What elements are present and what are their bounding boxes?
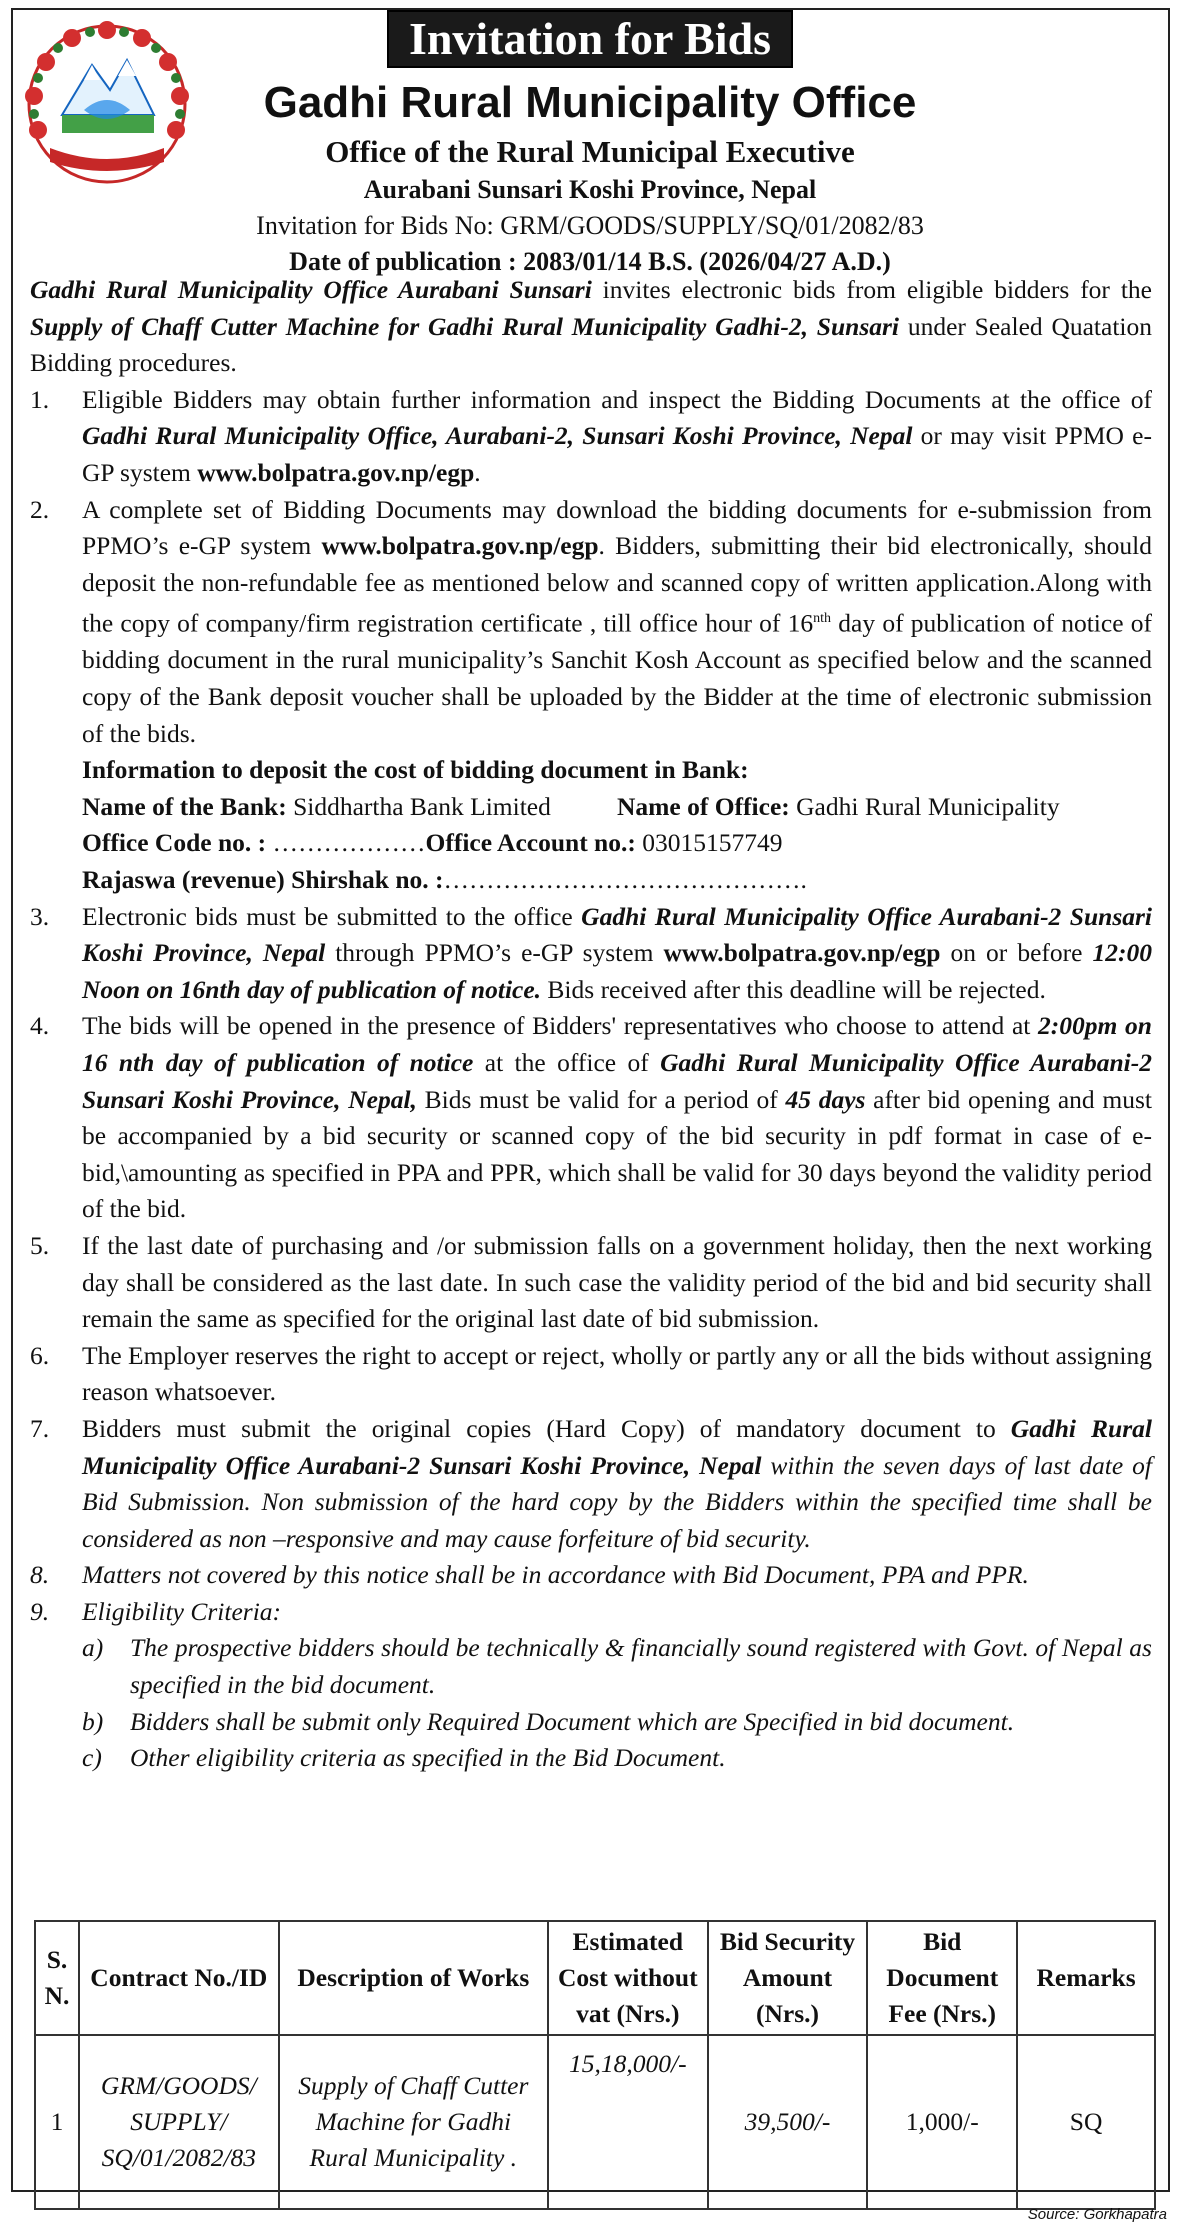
- intro-subject: Supply of Chaff Cutter Machine for Gadhi Rural Municipality Gadhi-2, Sunsari: [30, 311, 900, 341]
- item-number: 1.: [30, 384, 50, 414]
- cell-security: 39,500/-: [708, 2035, 868, 2209]
- bid-table: [34, 1920, 1156, 2210]
- col-header-sn: S. N.: [35, 1921, 79, 2035]
- account-value: 03015157749: [635, 828, 783, 858]
- intro-org: Gadhi Rural Municipality Office Aurabani Sunsari: [30, 275, 592, 304]
- table-row: [35, 2035, 1155, 2209]
- item-number: 4.: [30, 1011, 50, 1041]
- office-address: Aurabani Sunsari Koshi Province, Nepal: [363, 175, 817, 204]
- intro-procedure: under Sealed Quatation Bidding procedures.: [30, 311, 1153, 378]
- notice-body: [30, 272, 1152, 1777]
- item-text: . Bidders, submitting their bid electronically, should deposit the non-refundable fee as mentioned below and scanned copy of written application.Along with the copy of company/firm registration certificate , till office hour of 16: [82, 531, 1152, 638]
- notice-banner: Invitation for Bids: [387, 10, 793, 68]
- cell-fee: 1,000/-: [867, 2035, 1017, 2209]
- item-number: 7.: [30, 1413, 50, 1443]
- bank-info-heading: Information to deposit the cost of bidding document in Bank:: [82, 755, 749, 785]
- eligibility-item: [82, 1704, 1152, 1741]
- egp-link[interactable]: www.bolpatra.gov.np/egp: [663, 938, 941, 968]
- item-text: If the last date of purchasing and /or submission falls on a government holiday, then the next working day shall be considered as the last date. In such case the validity period of the bid and bid security shall remain the same as specified for the original last date of bid submission.: [82, 1230, 1152, 1334]
- nepal-emblem-icon: [22, 20, 192, 188]
- account-label: Office Account no.:: [425, 828, 636, 858]
- item-emphasis: Gadhi Rural Municipality Office Aurabani-2 Sunsari Koshi Province, Nepal: [82, 901, 1152, 968]
- sub-text: Other eligibility criteria as specified in the Bid Document.: [130, 1743, 726, 1773]
- item-text: day of publication of notice of bidding document in the rural municipality’s Sanchit Kosh Account as specified below and the scanned copy of the Bank deposit voucher shall be uploaded by the Bidder at the time of electronic submission of the bids.: [82, 608, 1152, 748]
- item-number: 8.: [30, 1560, 50, 1590]
- col-header-description: Description of Works: [279, 1921, 548, 2035]
- item-text: at the office of: [473, 1047, 661, 1077]
- office-value: Gadhi Rural Municipality: [789, 791, 1060, 821]
- opening-time: 2:00pm on 16 nth day of publication of notice: [82, 1011, 1152, 1077]
- item-emphasis: Gadhi Rural Municipality Office Aurabani-2 Sunsari Koshi Province, Nepal,: [82, 1047, 1152, 1114]
- eligibility-item: [82, 1630, 1152, 1703]
- item-emphasis: Gadhi Rural Municipality Office Aurabani-2 Sunsari Koshi Province, Nepal: [82, 1413, 1152, 1480]
- sub-number: a): [82, 1633, 104, 1663]
- cell-sn: 1: [35, 2035, 79, 2209]
- list-item: [30, 1594, 1152, 1631]
- notice-header: [200, 10, 980, 280]
- eligibility-heading: Eligibility Criteria:: [82, 1596, 282, 1626]
- deadline-text: 12:00 Noon on 16nth day of publication of notice.: [82, 938, 1152, 1004]
- cell-description: Supply of Chaff Cutter Machine for Gadhi Rural Municipality .: [279, 2035, 548, 2209]
- intro-text: invites electronic bids from eligible bidders for the: [591, 275, 1152, 304]
- item-text: A complete set of Bidding Documents may download the bidding documents for e-submission from PPMO’s e-GP system: [82, 494, 1152, 561]
- item-text: through PPMO’s e-GP system: [325, 938, 664, 968]
- sub-text: Bidders shall be submit only Required Document which are Specified in bid document.: [130, 1706, 1015, 1736]
- rajaswa-value: …………………………………….: [443, 865, 807, 894]
- item-text: Bids must be valid for a period of: [416, 1084, 786, 1114]
- list-item: [30, 1338, 1152, 1411]
- sub-text: The prospective bidders should be technically & financially sound registered with Govt. of Nepal as specified in the bid document.: [130, 1633, 1152, 1700]
- list-item: [30, 1228, 1152, 1338]
- office-label: Name of Office:: [617, 791, 790, 821]
- item-text: on or before: [940, 938, 1093, 968]
- item-text: Eligible Bidders may obtain further information and inspect the Bidding Documents at the office of: [82, 384, 1152, 414]
- col-header-remarks: Remarks: [1017, 1921, 1155, 2035]
- list-item: [30, 382, 1152, 492]
- list-item: [30, 1008, 1152, 1228]
- item-text: after bid opening and must be accompanied by a bid security or scanned copy of the bid security in pdf format in case of e-bid,\amounting as specified in PPA and PPR, which shall be valid for 30 days beyond the validity period of the bid.: [82, 1084, 1152, 1224]
- rajaswa-line: [82, 862, 1152, 899]
- item-number: 3.: [30, 901, 50, 931]
- bank-value: Siddhartha Bank Limited: [286, 791, 551, 821]
- egp-link[interactable]: www.bolpatra.gov.np/egp: [197, 457, 475, 487]
- list-item: [30, 492, 1152, 899]
- bank-label: Name of the Bank:: [82, 791, 287, 821]
- organization-name: Gadhi Rural Municipality Office: [263, 78, 917, 127]
- col-header-cost: Estimated Cost without vat (Nrs.): [548, 1921, 708, 2035]
- bank-line: [82, 789, 1152, 826]
- cell-remarks: SQ: [1017, 2035, 1155, 2209]
- cell-cost: 15,18,000/-: [548, 2035, 708, 2209]
- item-text: The bids will be opened in the presence of Bidders' representatives who choose to attend at: [82, 1011, 1039, 1041]
- eligibility-item: [82, 1740, 1152, 1777]
- item-number: 6.: [30, 1340, 50, 1370]
- item-text: .: [474, 457, 481, 487]
- item-number: 9.: [30, 1596, 50, 1626]
- cell-contract: GRM/GOODS/ SUPPLY/ SQ/01/2082/83: [79, 2035, 279, 2209]
- item-text: or may visit PPMO e-GP system: [82, 421, 1152, 487]
- list-item: [30, 1411, 1152, 1557]
- source-credit: Source: Gorkhapatra: [1027, 2206, 1167, 2223]
- office-code-label: Office Code no. :: [82, 828, 273, 858]
- office-code-line: [82, 825, 1152, 862]
- item-text: within the seven days of last date of Bid Submission. Non submission of the hard copy by the Bidders within the specified time shall be considered as non –responsive and may cause forfeiture of bid security.: [82, 1450, 1152, 1553]
- office-code-value: ………………: [272, 828, 426, 858]
- egp-link[interactable]: www.bolpatra.gov.np/egp: [321, 531, 599, 561]
- sub-number: b): [82, 1706, 104, 1736]
- col-header-security: Bid Security Amount (Nrs.): [708, 1921, 868, 2035]
- item-number: 2.: [30, 494, 50, 524]
- intro-paragraph: [30, 272, 1152, 382]
- list-item: [30, 899, 1152, 1009]
- table-header-row: [35, 1921, 1155, 2035]
- item-text: Bids received after this deadline will be rejected.: [541, 974, 1046, 1004]
- item-emphasis: Gadhi Rural Municipality Office, Aurabani-2, Sunsari Koshi Province, Nepal: [82, 421, 913, 451]
- item-text: The Employer reserves the right to accept or reject, wholly or partly any or all the bids without assigning reason whatsoever.: [82, 1340, 1152, 1407]
- publication-date: Date of publication : 2083/01/14 B.S. (2026/04/27 A.D.): [289, 247, 891, 276]
- ordinal-suffix: nth: [813, 611, 832, 627]
- col-header-contract: Contract No./ID: [79, 1921, 279, 2035]
- item-text: Matters not covered by this notice shall be in accordance with Bid Document, PPA and PPR.: [82, 1560, 1029, 1590]
- sub-number: c): [82, 1743, 102, 1773]
- item-text: Bidders must submit the original copies (Hard Copy) of mandatory document to: [82, 1413, 1011, 1443]
- validity-days: 45 days: [785, 1084, 866, 1114]
- rajaswa-label: Rajaswa (revenue) Shirshak no. :: [82, 865, 444, 894]
- col-header-fee: Bid Document Fee (Nrs.): [867, 1921, 1017, 2035]
- item-number: 5.: [30, 1230, 50, 1260]
- office-name: Office of the Rural Municipal Executive: [325, 134, 855, 169]
- item-text: Electronic bids must be submitted to the office: [82, 901, 582, 931]
- ib-number: Invitation for Bids No: GRM/GOODS/SUPPLY/SQ/01/2082/83: [256, 211, 924, 240]
- list-item: [30, 1557, 1152, 1594]
